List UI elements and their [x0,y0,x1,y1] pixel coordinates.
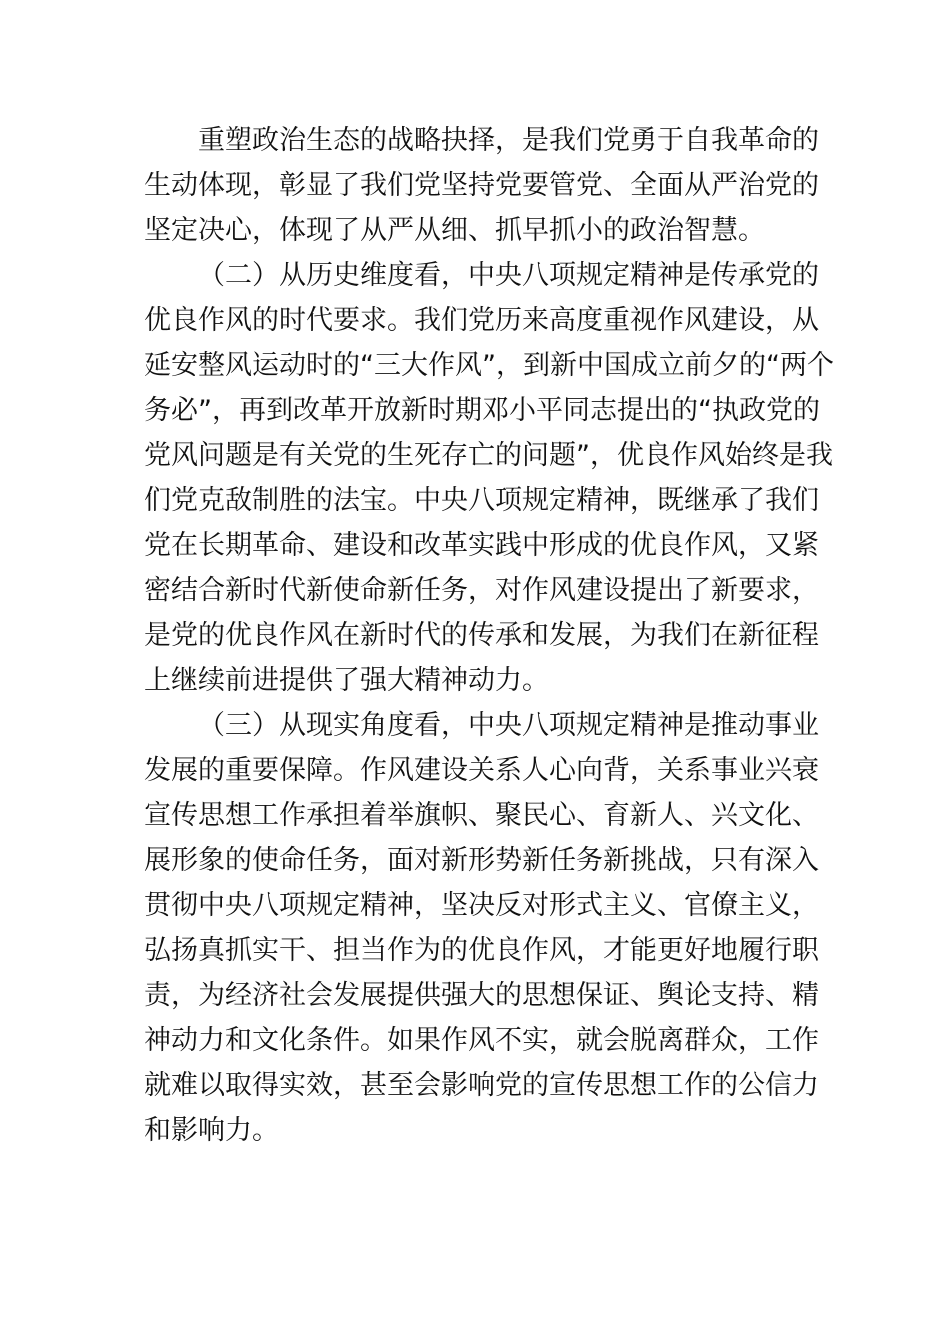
text-line: 上继续前进提供了强大精神动力。 [144,665,549,696]
text-line: 延安整风运动时的“三大作风”，到新中国成立前夕的“两个 [144,350,834,381]
text-line: 宣传思想工作承担着举旗帜、聚民心、育新人、兴文化、 [144,800,819,831]
text-line: 们党克敌制胜的法宝。中央八项规定精神，既继承了我们 [144,485,819,516]
text-line: 优良作风的时代要求。我们党历来高度重视作风建设，从 [144,305,819,336]
text-line: 就难以取得实效，甚至会影响党的宣传思想工作的公信力 [144,1070,819,1101]
text-line: 贯彻中央八项规定精神，坚决反对形式主义、官僚主义， [144,890,819,921]
text-line: 重塑政治生态的战略抉择，是我们党勇于自我革命的 [198,125,819,156]
text-line: 务必”，再到改革开放新时期邓小平同志提出的“执政党的 [144,395,820,426]
text-line: 发展的重要保障。作风建设关系人心向背，关系事业兴衰 [144,755,819,786]
text-line: 神动力和文化条件。如果作风不实，就会脱离群众，工作 [144,1025,819,1056]
text-line: （二）从历史维度看，中央八项规定精神是传承党的 [198,260,819,291]
text-line: 党在长期革命、建设和改革实践中形成的优良作风，又紧 [144,530,819,561]
text-line: （三）从现实角度看，中央八项规定精神是推动事业 [198,710,819,741]
text-line: 是党的优良作风在新时代的传承和发展，为我们在新征程 [144,620,819,651]
text-line: 责，为经济社会发展提供强大的思想保证、舆论支持、精 [144,980,819,1011]
text-line: 展形象的使命任务，面对新形势新任务新挑战，只有深入 [144,845,819,876]
text-line: 密结合新时代新使命新任务，对作风建设提出了新要求， [144,575,819,606]
text-line: 党风问题是有关党的生死存亡的问题”，优良作风始终是我 [144,440,833,471]
text-line: 和影响力。 [144,1115,279,1146]
text-line: 坚定决心，体现了从严从细、抓早抓小的政治智慧。 [144,215,765,246]
text-line: 弘扬真抓实干、担当作为的优良作风，才能更好地履行职 [144,935,819,966]
text-line: 生动体现，彰显了我们党坚持党要管党、全面从严治党的 [144,170,819,201]
